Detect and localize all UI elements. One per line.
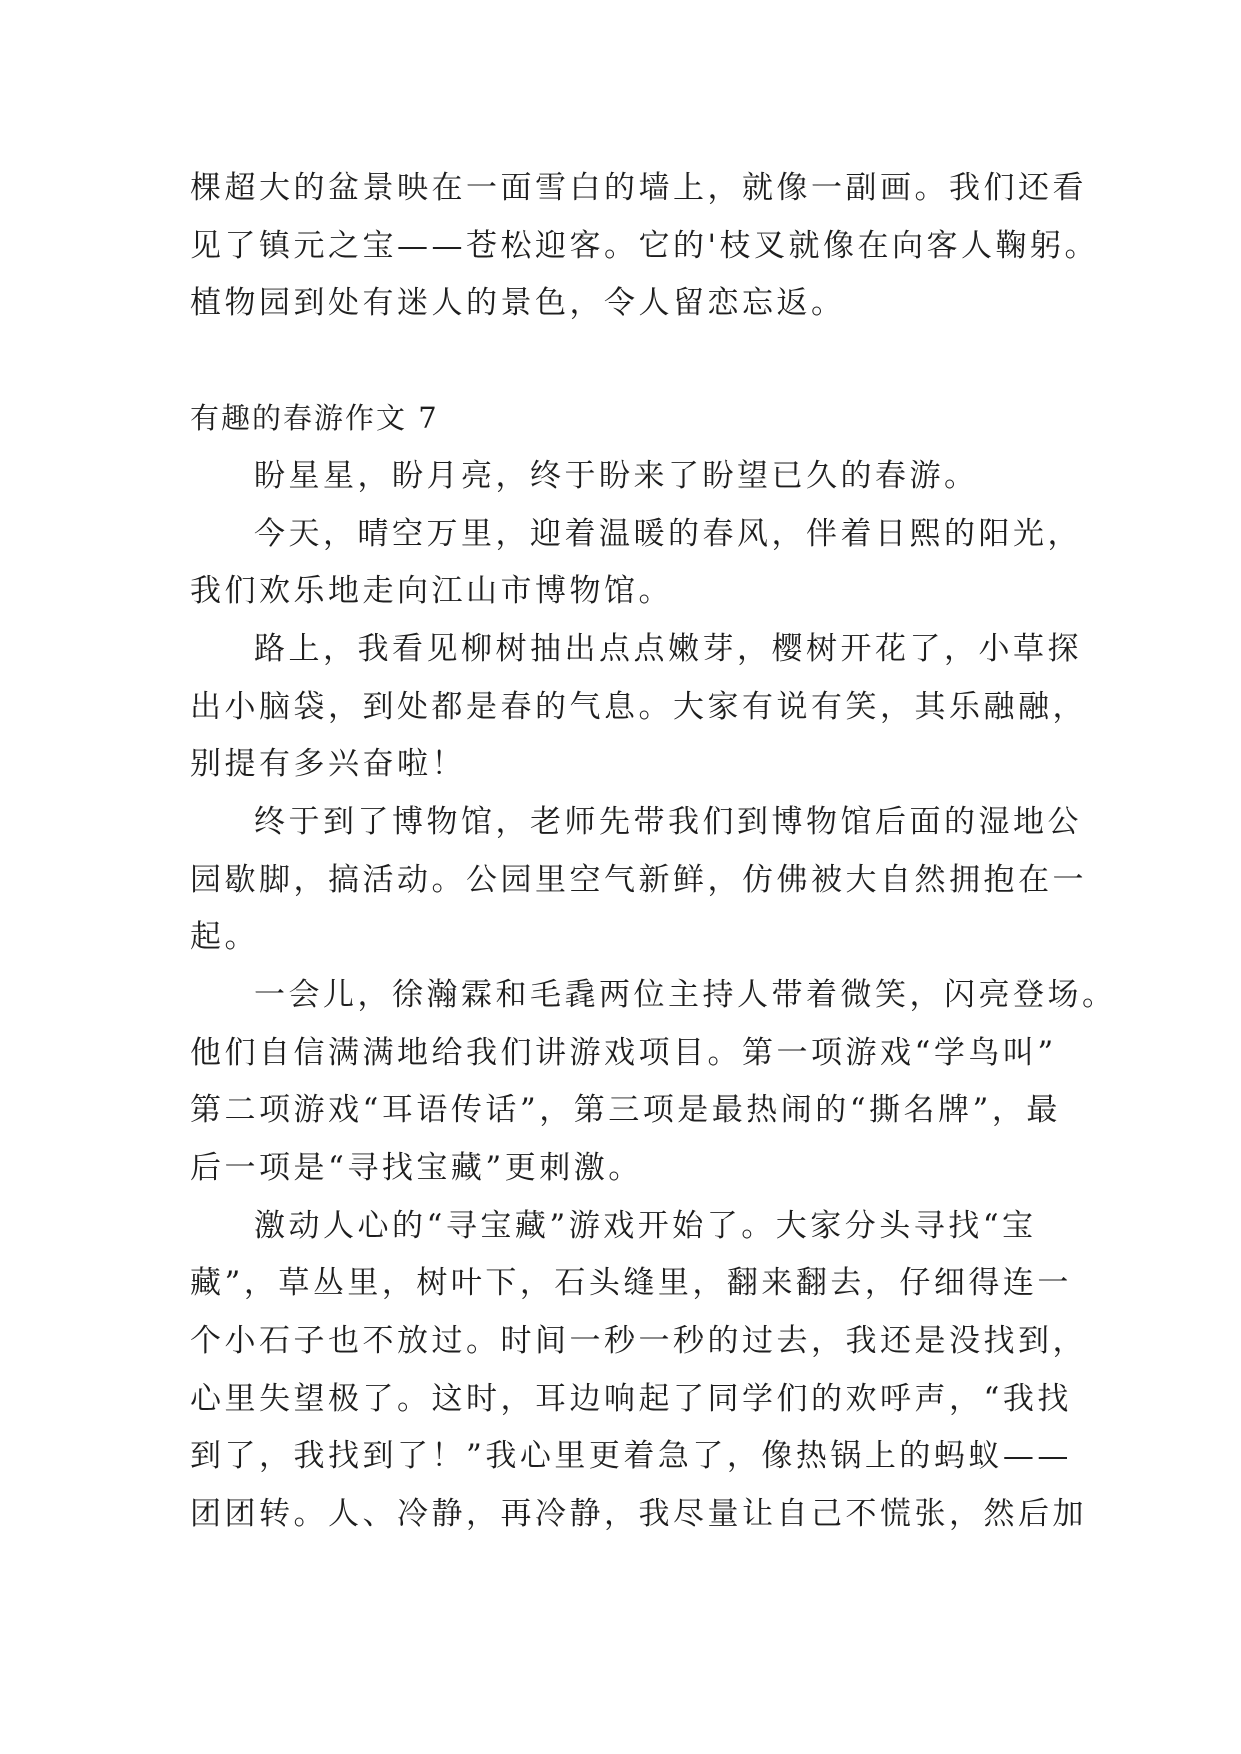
text-line: 个小石子也不放过。时间一秒一秒的过去，我还是没找到， (190, 1323, 1087, 1359)
text-line: 一会儿，徐瀚霖和毛毳两位主持人带着微笑，闪亮登场。 (254, 977, 1117, 1013)
text-line: 今天，晴空万里，迎着温暖的春风，伴着日熙的阳光， (254, 516, 1082, 552)
text-line: 见了镇元之宝——苍松迎客。它的'枝叉就像在向客人鞠躬。 (190, 228, 1100, 264)
text-line: 到了，我找到了！”我心里更着急了，像热锅上的蚂蚁—— (190, 1438, 1072, 1474)
text-line: 心里失望极了。这时，耳边响起了同学们的欢呼声，“我找 (190, 1381, 1072, 1417)
text-line: 棵超大的盆景映在一面雪白的墙上，就像一副画。我们还看 (190, 170, 1087, 206)
text-line: 我们欢乐地走向江山市博物馆。 (190, 573, 673, 609)
text-line: 团团转。人、冷静，再冷静，我尽量让自己不慌张，然后加 (190, 1496, 1087, 1532)
text-line: 藏”，草丛里，树叶下，石头缝里，翻来翻去，仔细得连一 (190, 1265, 1072, 1301)
text-line: 他们自信满满地给我们讲游戏项目。第一项游戏“学鸟叫” (190, 1035, 1057, 1071)
text-line: 植物园到处有迷人的景色，令人留恋忘返。 (190, 285, 846, 321)
text-line: 别提有多兴奋啦！ (190, 746, 466, 782)
text-line: 激动人心的“寻宝藏”游戏开始了。大家分头寻找“宝 (254, 1208, 1037, 1244)
text-line: 终于到了博物馆，老师先带我们到博物馆后面的湿地公 (254, 804, 1082, 840)
section-title: 有趣的春游作文 7 (190, 401, 439, 435)
text-line: 后一项是“寻找宝藏”更刺激。 (190, 1150, 643, 1186)
text-line: 路上，我看见柳树抽出点点嫩芽，樱树开花了，小草探 (254, 631, 1082, 667)
text-line: 第二项游戏“耳语传话”，第三项是最热闹的“撕名牌”，最 (190, 1092, 1061, 1128)
text-line: 出小脑袋，到处都是春的气息。大家有说有笑，其乐融融， (190, 689, 1087, 725)
text-line: 盼星星，盼月亮，终于盼来了盼望已久的春游。 (254, 458, 979, 494)
text-line: 起。 (190, 919, 259, 955)
text-line: 园歇脚，搞活动。公园里空气新鲜，仿佛被大自然拥抱在一 (190, 862, 1087, 898)
